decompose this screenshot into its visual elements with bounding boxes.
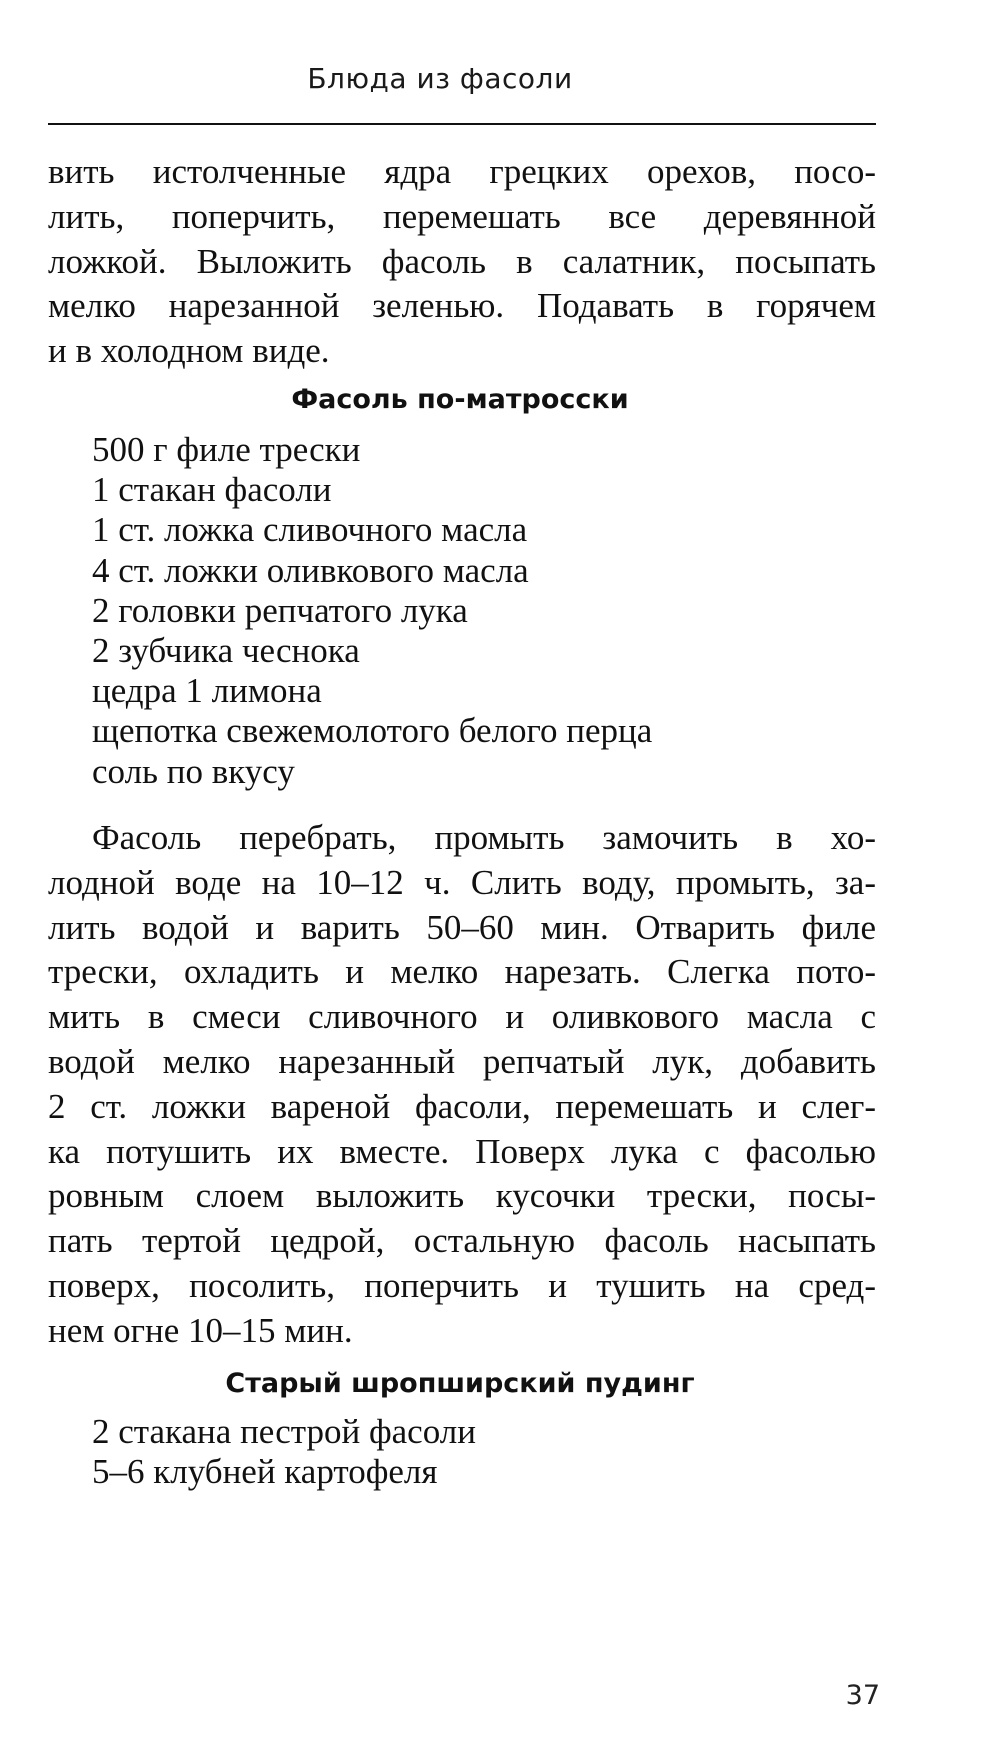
paragraph-line: лить водой и варить 50–60 мин. Отварить филе <box>48 907 876 947</box>
ingredient-item: 1 ст. ложка сливочного масла <box>92 510 528 550</box>
paragraph-line: лодной воде на 10–12 ч. Слить воду, промыть, за- <box>48 862 876 902</box>
ingredient-item: цедра 1 лимона <box>92 671 322 711</box>
page-number: 37 <box>845 1680 880 1711</box>
recipe-title: Старый шропширский пудинг <box>225 1368 695 1399</box>
ingredient-item: щепотка свежемолотого белого перца <box>92 711 653 751</box>
paragraph-line: Фасоль перебрать, промыть замочить в хо- <box>92 818 876 857</box>
paragraph-line: водой мелко нарезанный репчатый лук, добавить <box>48 1041 876 1081</box>
paragraph-line: лить, поперчить, перемешать все деревянной <box>48 196 876 236</box>
ingredient-item: 2 стакана пестрой фасоли <box>92 1412 476 1451</box>
paragraph-line: нем огне 10–15 мин. <box>48 1310 353 1350</box>
paragraph-line: пать тертой цедрой, остальную фасоль насыпать <box>48 1221 876 1261</box>
recipe-title: Фасоль по-матросски <box>291 384 629 415</box>
ingredient-item: 2 зубчика чеснока <box>92 631 360 671</box>
header-rule <box>48 123 876 125</box>
paragraph-line: вить истолченные ядра грецких орехов, посо- <box>48 152 876 191</box>
method-paragraph <box>48 816 876 1354</box>
paragraph-line: 2 ст. ложки вареной фасоли, перемешать и слег- <box>48 1086 876 1126</box>
paragraph-line: ровным слоем выложить кусочки трески, посы- <box>48 1176 876 1216</box>
ingredient-list <box>92 1412 872 1492</box>
ingredient-item: 5–6 клубней картофеля <box>92 1452 438 1492</box>
paragraph-line: трески, охладить и мелко нарезать. Слегка пото- <box>48 952 876 992</box>
paragraph-line: поверх, посолить, поперчить и тушить на сред- <box>48 1265 876 1305</box>
ingredient-item: соль по вкусу <box>92 751 295 791</box>
running-head: Блюда из фасоли <box>307 62 573 95</box>
ingredient-item: 2 головки репчатого лука <box>92 590 468 630</box>
ingredient-item: 4 ст. ложки оливкового масла <box>92 550 529 590</box>
ingredient-list <box>92 430 872 792</box>
ingredient-item: 500 г филе трески <box>92 430 361 469</box>
paragraph-line: ка потушить их вместе. Поверх лука с фасолью <box>48 1131 876 1171</box>
continuation-paragraph <box>48 150 876 374</box>
paragraph-line: и в холодном виде. <box>48 331 330 371</box>
paragraph-line: мелко нарезанной зеленью. Подавать в горячем <box>48 286 876 326</box>
paragraph-line: мить в смеси сливочного и оливкового масла с <box>48 997 876 1037</box>
ingredient-item: 1 стакан фасоли <box>92 470 332 510</box>
paragraph-line: ложкой. Выложить фасоль в салатник, посыпать <box>48 241 876 281</box>
